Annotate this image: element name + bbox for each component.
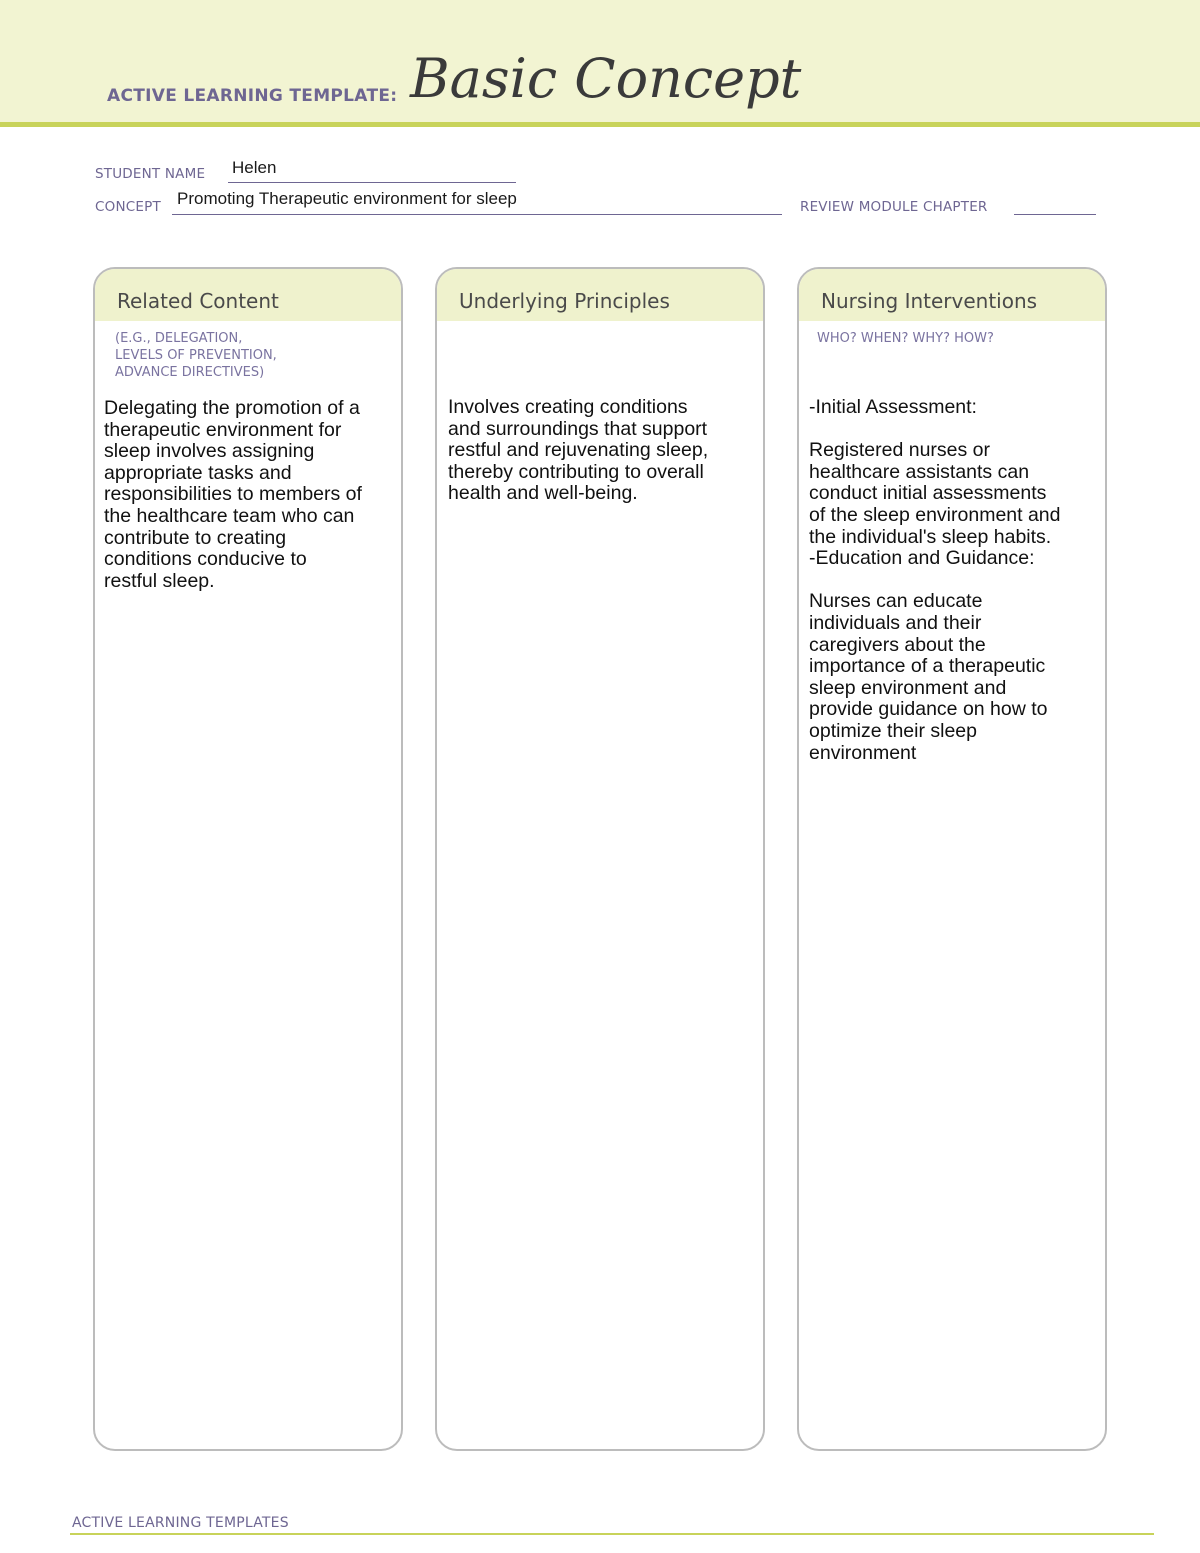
underlying-principles-text[interactable]: Involves creating conditions and surroundings that support restful and rejuvenating sleep, thereby contributing to overall health and well-being. bbox=[448, 396, 709, 505]
header-rule bbox=[0, 122, 1200, 127]
review-module-label: REVIEW MODULE CHAPTER bbox=[800, 199, 988, 215]
underlying-principles-title: Underlying Principles bbox=[459, 289, 670, 313]
concept-line bbox=[172, 214, 782, 215]
nursing-interventions-header bbox=[799, 269, 1105, 321]
student-name-label: STUDENT NAME bbox=[95, 166, 206, 182]
underlying-principles-panel bbox=[435, 267, 765, 1451]
template-title: Basic Concept bbox=[410, 47, 802, 110]
student-name-line bbox=[228, 182, 516, 183]
related-content-header bbox=[95, 269, 401, 321]
concept-label: CONCEPT bbox=[95, 199, 161, 215]
footer-rule bbox=[70, 1533, 1154, 1535]
concept-field[interactable]: Promoting Therapeutic environment for sleep bbox=[177, 189, 517, 208]
nursing-interventions-text[interactable]: -Initial Assessment: Registered nurses or healthcare assistants can conduct initial assessments of the sleep environment and the individual's sleep habits. -Education and Guidance: Nurses can educate individuals and their caregivers about the importance of a therapeutic sleep environment and provide guidance on how to optimize their sleep environment bbox=[809, 396, 1061, 764]
template-label: ACTIVE LEARNING TEMPLATE: bbox=[107, 86, 398, 106]
student-name-field[interactable]: Helen bbox=[232, 158, 277, 177]
nursing-interventions-title: Nursing Interventions bbox=[821, 289, 1038, 313]
nursing-interventions-hint: WHO? WHEN? WHY? HOW? bbox=[817, 331, 994, 346]
related-content-panel bbox=[93, 267, 403, 1451]
related-content-hint: (E.G., DELEGATION, LEVELS OF PREVENTION, ADVANCE DIRECTIVES) bbox=[115, 331, 277, 380]
nursing-interventions-panel bbox=[797, 267, 1107, 1451]
review-module-line[interactable] bbox=[1014, 214, 1096, 215]
related-content-title: Related Content bbox=[117, 289, 279, 313]
underlying-principles-header bbox=[437, 269, 763, 321]
footer-label: ACTIVE LEARNING TEMPLATES bbox=[72, 1515, 289, 1531]
related-content-text[interactable]: Delegating the promotion of a therapeutic environment for sleep involves assigning appropriate tasks and responsibilities to members of the healthcare team who can contribute to creating conditions conducive to restful sleep. bbox=[104, 397, 362, 592]
